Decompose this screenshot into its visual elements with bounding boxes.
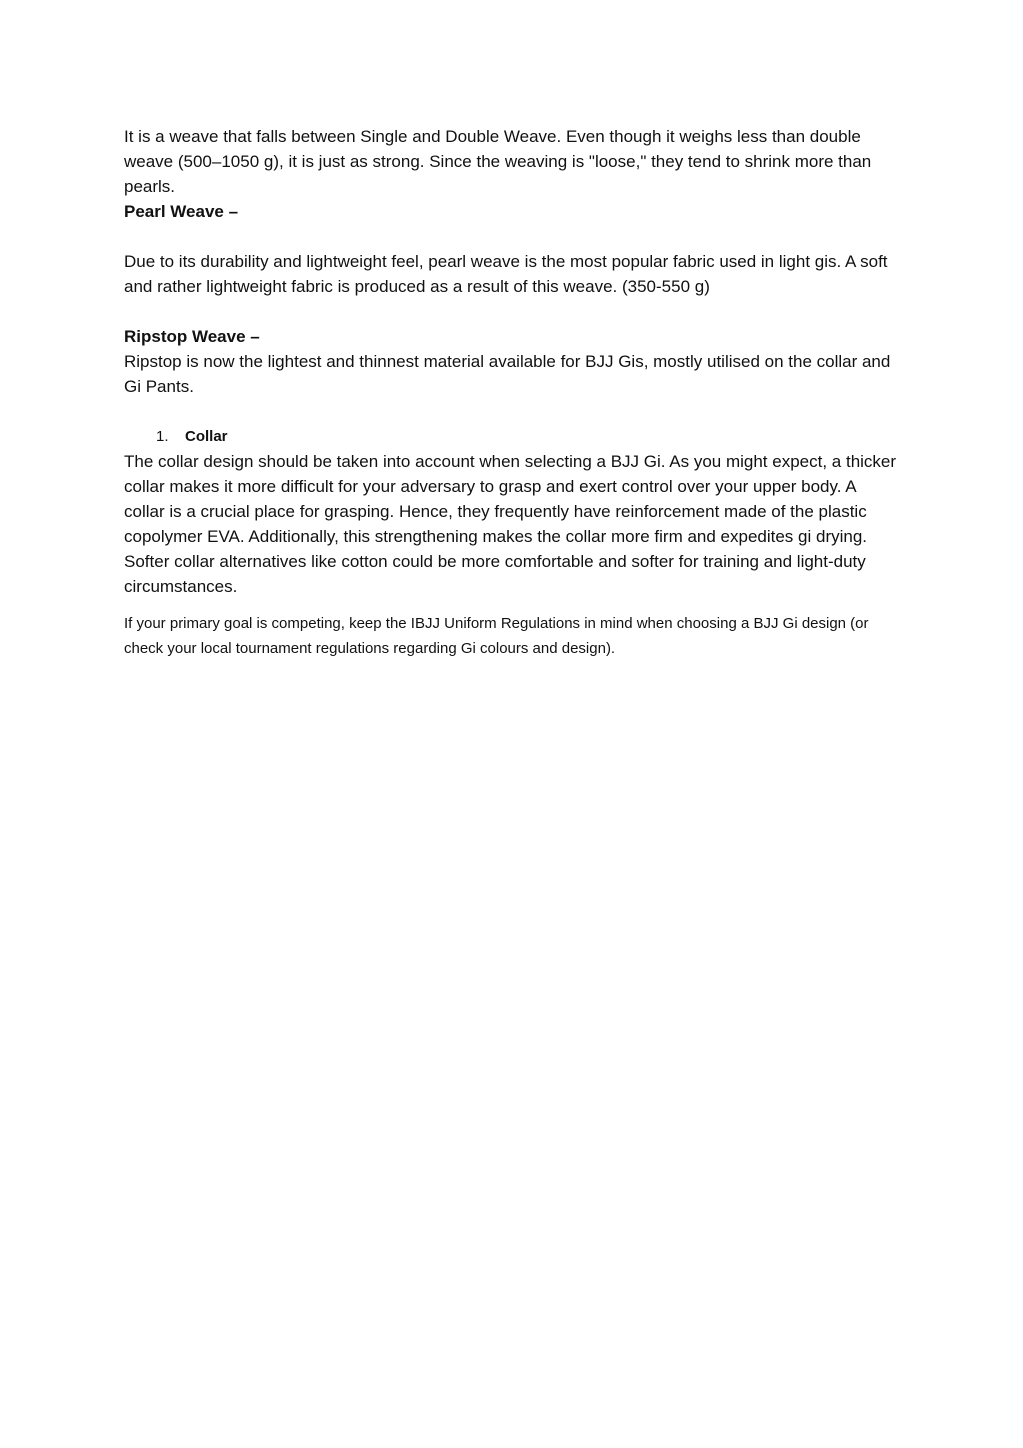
collar-paragraph: The collar design should be taken into account when selecting a BJJ Gi. As you might expect, a thicker collar makes it more difficult for your adversary to grasp and exert control over your upper body. A collar is a crucial place for grasping. Hence, they frequently have reinforcement made of the plastic copolymer EVA. Additionally, this strengthening makes the collar more firm and expedites gi drying. Softer collar alternatives like cotton could be more comfortable and softer for training and light-duty circumstances. bbox=[124, 452, 897, 596]
spacer bbox=[124, 299, 899, 324]
ripstop-weave-heading: Ripstop Weave – bbox=[124, 327, 260, 346]
document-body bbox=[124, 124, 899, 661]
list-number: 1. bbox=[156, 428, 169, 445]
list-label: Collar bbox=[185, 428, 228, 445]
pearl-weave-heading: Pearl Weave – bbox=[124, 202, 239, 221]
intro-paragraph: It is a weave that falls between Single and Double Weave. Even though it weighs less than double weave (500–1050 g), it is just as strong. Since the weaving is "loose," they tend to shrink more than pearls. bbox=[124, 127, 872, 196]
list-item-collar bbox=[124, 424, 899, 449]
pearl-weave-paragraph: Due to its durability and lightweight feel, pearl weave is the most popular fabric used in light gis. A soft and rather lightweight fabric is produced as a result of this weave. (350-550 g) bbox=[124, 252, 888, 296]
spacer bbox=[124, 399, 899, 424]
spacer bbox=[124, 224, 899, 249]
spacer bbox=[124, 599, 899, 611]
ripstop-weave-paragraph: Ripstop is now the lightest and thinnest material available for BJJ Gis, mostly utilised on the collar and Gi Pants. bbox=[124, 352, 891, 396]
regulations-paragraph: If your primary goal is competing, keep the IBJJ Uniform Regulations in mind when choosing a BJJ Gi design (or check your local tournament regulations regarding Gi colours and design). bbox=[124, 615, 869, 657]
